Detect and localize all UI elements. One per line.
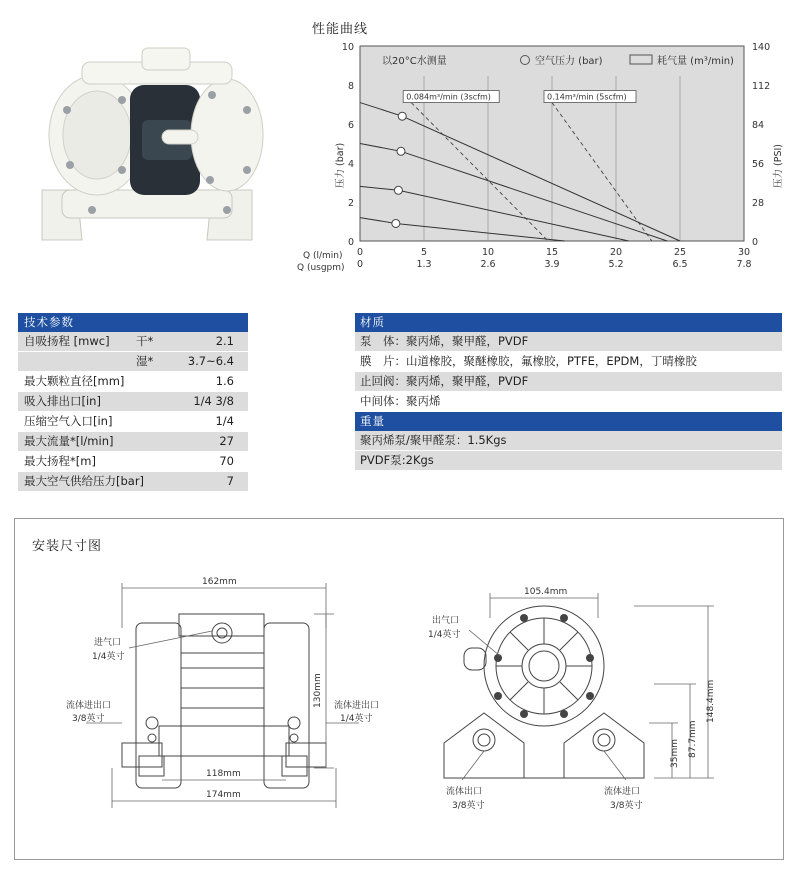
performance-chart bbox=[290, 40, 790, 280]
spec-value: 1/4 bbox=[215, 414, 234, 428]
pressure-point-marker bbox=[398, 112, 406, 120]
air-inlet-label: 进气口 bbox=[94, 638, 122, 648]
x-axis-label: Q (l/min) bbox=[303, 251, 343, 261]
spec-row bbox=[18, 452, 248, 472]
y-tick-label: 8 bbox=[347, 81, 354, 92]
spec-label: 最大流量*[l/min] bbox=[24, 434, 114, 448]
fluid-in2-label: 流体进出口 bbox=[334, 701, 380, 711]
spec-value: 2.1 bbox=[215, 334, 234, 348]
spec-label: 压缩空气入口[in] bbox=[24, 414, 113, 428]
y2-tick-label: 84 bbox=[752, 120, 765, 131]
weight-header: 重量 bbox=[355, 412, 782, 431]
y2-tick-label: 28 bbox=[752, 198, 765, 209]
y-tick-label: 0 bbox=[347, 237, 354, 248]
pump-photo bbox=[22, 40, 272, 250]
x-tick-label: 10 bbox=[481, 247, 495, 258]
spec-value: 3.7~6.4 bbox=[187, 354, 234, 368]
y-tick-label: 6 bbox=[347, 120, 354, 131]
spec-row bbox=[18, 432, 248, 452]
fluid-in2-size: 1/4英寸 bbox=[340, 714, 373, 724]
x2-tick-label: 7.8 bbox=[736, 259, 752, 270]
spec-value: 7 bbox=[226, 474, 234, 488]
spec-label: 最大空气供给压力[bar] bbox=[24, 474, 145, 488]
spec-table bbox=[18, 313, 248, 492]
spec-value: 1/4 3/8 bbox=[193, 394, 234, 408]
x2-tick-label: 5.2 bbox=[608, 259, 624, 270]
x-tick-label: 0 bbox=[356, 247, 364, 258]
spec-row bbox=[18, 392, 248, 412]
spec-sublabel: 干* bbox=[136, 334, 154, 348]
spec-header: 技术参数 bbox=[18, 313, 248, 332]
spec-row bbox=[18, 412, 248, 432]
front-view bbox=[122, 614, 326, 788]
x2-tick-label: 3.9 bbox=[544, 259, 560, 270]
fluid-inlet-size: 3/8英寸 bbox=[610, 801, 643, 811]
spec-row bbox=[18, 332, 248, 352]
consumption-label: 0.084m³/min (3scfm) bbox=[406, 92, 491, 102]
material-row: 膜 片：山道橡胶，聚醚橡胶，氟橡胶，PTFE，EPDM，丁晴橡胶 bbox=[355, 352, 782, 372]
material-row: 泵 体：聚丙烯，聚甲醛，PVDF bbox=[355, 332, 782, 352]
material-row: 止回阀：聚丙烯，聚甲醛，PVDF bbox=[355, 372, 782, 392]
weight-row: 聚丙烯泵/聚甲醛泵：1.5Kgs bbox=[355, 431, 782, 451]
air-outlet-size: 1/4英寸 bbox=[428, 630, 461, 640]
y-axis-label: 压力 (bar) bbox=[335, 142, 346, 188]
spec-row bbox=[18, 352, 248, 372]
spec-sublabel: 湿* bbox=[136, 354, 154, 368]
spec-label: 吸入排出口[in] bbox=[24, 394, 101, 408]
air-inlet-size: 1/4英寸 bbox=[92, 652, 125, 662]
fluid-out-size: 3/8英寸 bbox=[452, 801, 485, 811]
x-tick-label: 30 bbox=[737, 247, 751, 258]
materials-table bbox=[355, 313, 782, 471]
spec-value: 1.6 bbox=[215, 374, 234, 388]
side-dim-h3: 35mm bbox=[670, 739, 680, 768]
y2-tick-label: 140 bbox=[752, 42, 771, 53]
y-tick-label: 2 bbox=[347, 198, 354, 209]
fluid-out-label: 流体出口 bbox=[446, 787, 483, 797]
fluid-in-size: 3/8英寸 bbox=[72, 714, 105, 724]
pressure-point-marker bbox=[394, 186, 402, 194]
y2-tick-label: 112 bbox=[752, 81, 771, 92]
x-tick-label: 15 bbox=[545, 247, 559, 258]
side-dim-h1: 148.4mm bbox=[706, 679, 716, 723]
spec-label: 自吸扬程 [mwc] bbox=[24, 334, 110, 348]
pressure-point-marker bbox=[397, 147, 405, 155]
y-tick-label: 10 bbox=[341, 42, 354, 53]
front-dim-bottom2: 174mm bbox=[206, 790, 241, 800]
front-dim-height: 130mm bbox=[313, 673, 323, 708]
spec-label: 最大颗粒直径[mm] bbox=[24, 374, 125, 388]
legend-pressure: 空气压力 (bar) bbox=[535, 56, 603, 67]
fluid-inlet-label: 流体进口 bbox=[604, 787, 641, 797]
side-view bbox=[444, 606, 644, 778]
front-dim-bottom1: 118mm bbox=[206, 769, 241, 779]
install-drawing bbox=[14, 518, 782, 858]
x-tick-label: 20 bbox=[609, 247, 623, 258]
y2-axis-label: 压力 (PSI) bbox=[773, 144, 784, 188]
x2-tick-label: 0 bbox=[356, 259, 364, 270]
air-outlet-label: 出气口 bbox=[432, 616, 460, 626]
y2-tick-label: 0 bbox=[752, 237, 759, 248]
spec-row bbox=[18, 372, 248, 392]
x2-tick-label: 6.5 bbox=[672, 259, 688, 270]
spec-label: 最大扬程*[m] bbox=[24, 454, 96, 468]
pressure-point-marker bbox=[392, 219, 400, 227]
x2-tick-label: 1.3 bbox=[416, 259, 432, 270]
side-dim-top: 105.4mm bbox=[524, 587, 568, 597]
x2-tick-label: 2.6 bbox=[480, 259, 496, 270]
x-tick-label: 5 bbox=[420, 247, 428, 258]
front-dim-top: 162mm bbox=[202, 577, 237, 587]
spec-row bbox=[18, 472, 248, 492]
y-tick-label: 4 bbox=[347, 159, 354, 170]
consumption-label: 0.14m³/min (5scfm) bbox=[547, 92, 627, 102]
chart-title: 性能曲线 bbox=[312, 22, 369, 37]
chart-note: 以20°C水测量 bbox=[382, 56, 447, 67]
spec-value: 70 bbox=[219, 454, 234, 468]
install-title: 安装尺寸图 bbox=[32, 539, 103, 554]
material-row: 中间体：聚丙烯 bbox=[355, 392, 782, 412]
fluid-in-label: 流体进出口 bbox=[66, 701, 112, 711]
side-dim-h2: 87.7mm bbox=[688, 720, 698, 758]
x-tick-label: 25 bbox=[673, 247, 687, 258]
weight-row: PVDF泵:2Kgs bbox=[355, 451, 782, 471]
materials-header: 材质 bbox=[355, 313, 782, 332]
spec-value: 27 bbox=[219, 434, 234, 448]
y2-tick-label: 56 bbox=[752, 159, 765, 170]
legend-consumption: 耗气量 (m³/min) bbox=[657, 56, 734, 67]
x2-axis-label: Q (usgpm) bbox=[297, 263, 345, 273]
